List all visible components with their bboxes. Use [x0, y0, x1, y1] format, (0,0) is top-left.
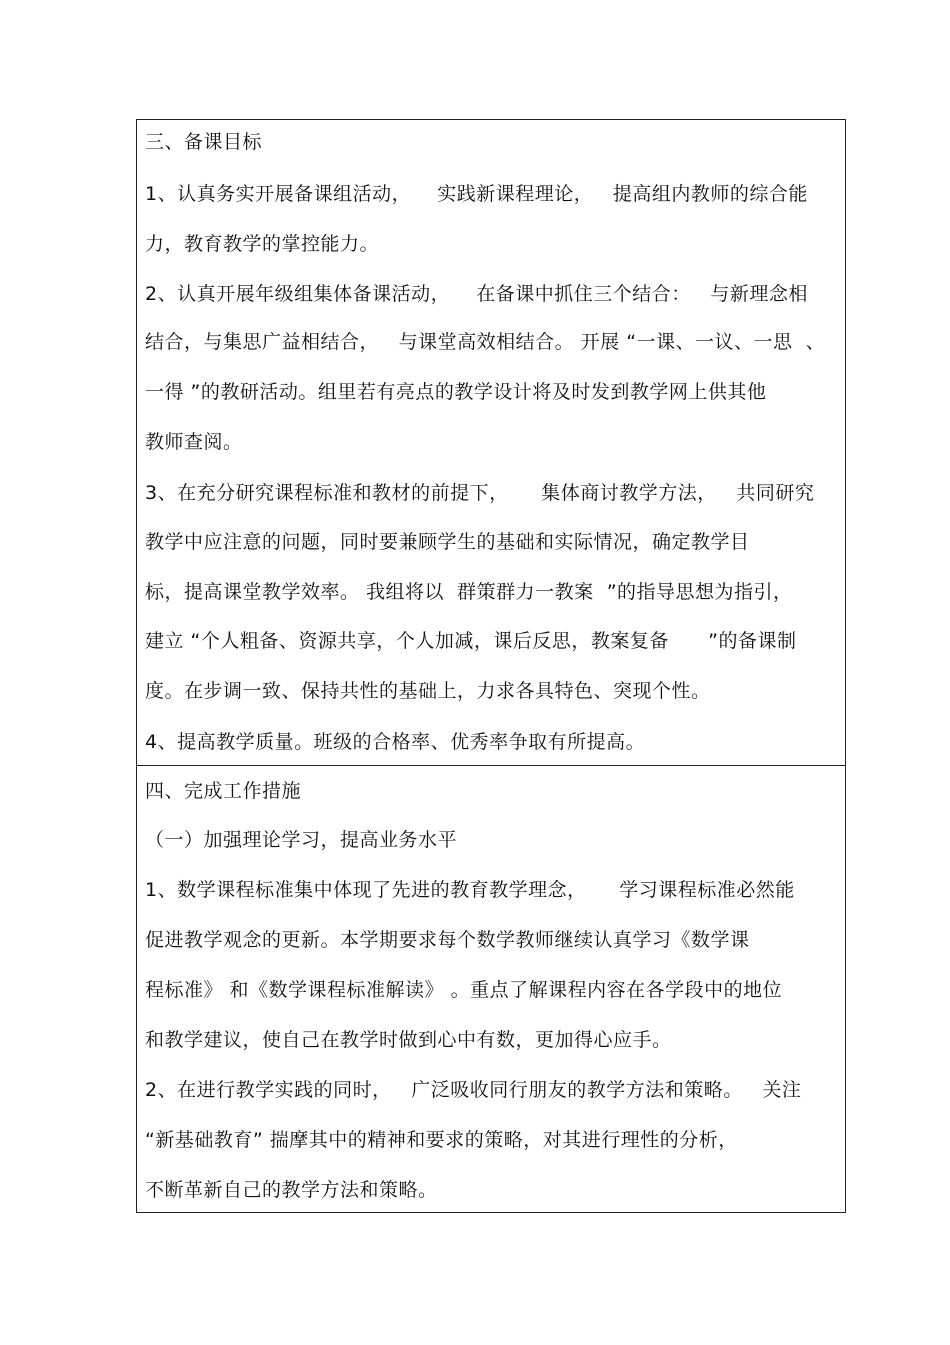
- paragraph-line: 度。在步调一致、保持共性的基础上，力求各具特色、突现个性。: [145, 680, 711, 702]
- section-heading: 四、完成工作措施: [145, 780, 302, 802]
- paragraph-line: “新基础教育” 揣摩其中的精神和要求的策略，对其进行理性的分析，: [145, 1129, 738, 1151]
- section-prep-goals: [137, 120, 845, 766]
- paragraph-line: 1、认真务实开展备课组活动， 实践新课程理论， 提高组内教师的综合能: [145, 183, 808, 205]
- section-work-measures: [137, 766, 845, 1212]
- paragraph-line: 2、在进行教学实践的同时， 广泛吸收同行朋友的教学方法和策略。 关注: [145, 1079, 802, 1101]
- paragraph-line: 2、认真开展年级组集体备课活动， 在备课中抓住三个结合： 与新理念相: [145, 283, 808, 305]
- paragraph-line: 建立 “个人粗备、资源共享，个人加减，课后反思，教案复备 ”的备课制: [145, 630, 797, 652]
- paragraph-line: 教学中应注意的问题，同时要兼顾学生的基础和实际情况，确定教学目: [145, 531, 750, 553]
- paragraph-line: 1、数学课程标准集中体现了先进的教育教学理念， 学习课程标准必然能: [145, 879, 795, 901]
- paragraph-line: 标，提高课堂教学效率。 我组将以 群策群力一教案 ”的指导思想为指引，: [145, 581, 793, 603]
- paragraph-line: 结合，与集思广益相结合， 与课堂高效相结合。 开展 “一课、一议、一思 、: [145, 331, 826, 353]
- paragraph-line: 不断革新自己的教学方法和策略。: [145, 1179, 438, 1201]
- paragraph-line: 力，教育教学的掌控能力。: [145, 233, 380, 255]
- section-heading: 三、备课目标: [145, 131, 263, 153]
- paragraph-line: 教师查阅。: [145, 431, 243, 453]
- paragraph-line: 4、提高教学质量。班级的合格率、优秀率争取有所提高。: [145, 731, 646, 753]
- paragraph-line: 和教学建议，使自己在教学时做到心中有数，更加得心应手。: [145, 1029, 672, 1051]
- document-table: [136, 119, 846, 1213]
- paragraph-line: 一得 ”的教研活动。组里若有亮点的教学设计将及时发到教学网上供其他: [145, 381, 767, 403]
- paragraph-line: 程标准》 和《数学课程标准解读》 。重点了解课程内容在各学段中的地位: [145, 979, 783, 1001]
- paragraph-line: 促进教学观念的更新。本学期要求每个数学教师继续认真学习《数学课: [145, 929, 750, 951]
- subsection-heading: （一）加强理论学习，提高业务水平: [145, 829, 458, 851]
- paragraph-line: 3、在充分研究课程标准和教材的前提下， 集体商讨教学方法， 共同研究: [145, 482, 815, 504]
